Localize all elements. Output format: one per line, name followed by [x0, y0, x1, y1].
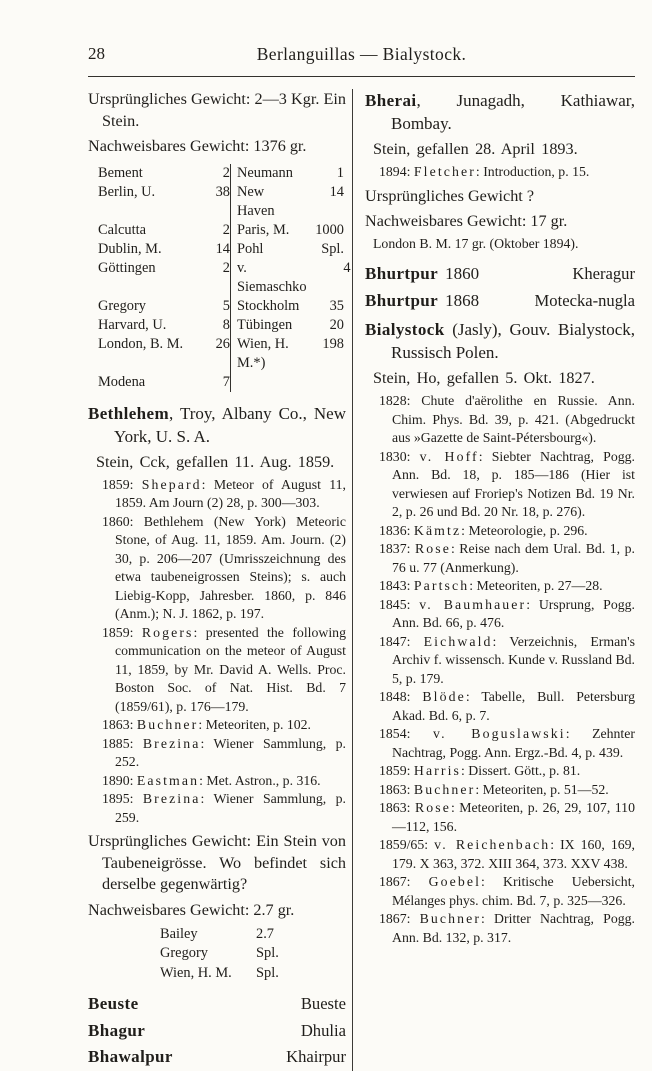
holdings-quantity: Spl. — [256, 964, 279, 981]
cross-reference-name: Beuste — [88, 994, 139, 1014]
reference-item — [365, 781, 635, 800]
reference-author: Rogers : — [142, 625, 206, 640]
classification-line: Stein, Ho, gefallen 5. Okt. 1827. — [373, 369, 595, 388]
collection-row — [98, 164, 344, 183]
reference-year: 1843 : — [379, 578, 414, 593]
collection-name: Göttingen — [98, 259, 156, 276]
holdings-row — [160, 964, 310, 984]
reference-list-bialystock — [365, 392, 635, 947]
cross-reference-row — [88, 991, 346, 1018]
reference-text: Verzeichnis, Erman's Archiv f. wissensch. Kunde v. Russland Bd. 5, p. 179. — [392, 633, 635, 686]
classification-line: Stein, Cck, gefallen 11. Aug. 1859. — [96, 452, 335, 471]
reference-author: v. Reichenbach : — [434, 837, 560, 852]
reference-year: 1854 : — [379, 726, 433, 741]
reference-text: Meteor of August 11, 1859. Am Journ (2) 28, p. 300—303. — [115, 476, 346, 511]
collection-name: Dublin, M. — [98, 240, 162, 257]
reference-author: v. Hoff : — [420, 449, 492, 464]
cross-reference-list — [88, 991, 346, 1071]
original-weight-text: Ursprüngliches Gewicht ? — [365, 186, 535, 205]
reference-text: Wiener Sammlung, p. 252. — [115, 735, 346, 770]
reference-author: Buchner : — [137, 717, 206, 732]
reference-text: Dissert. Gött., p. 81. — [468, 763, 581, 779]
entry-heading-bethlehem — [88, 402, 346, 448]
reference-author: Buchner : — [420, 911, 494, 926]
reference-item — [88, 735, 346, 772]
collection-name: Harvard, U. — [98, 316, 167, 333]
reference-text: Wiener Sammlung, p. 259. — [115, 791, 346, 825]
reference-year: 1860 : — [102, 514, 144, 529]
collection-quantity: 38 — [215, 183, 230, 200]
reference-year: 1859/65 : — [379, 837, 434, 852]
reference-item — [365, 163, 635, 182]
reference-year: 1859 : — [379, 763, 414, 778]
holdings-table — [160, 925, 310, 984]
reference-author: v. Baumhauer : — [419, 597, 539, 612]
collection-quantity: 2 — [222, 164, 230, 181]
cross-reference-name: Bhurtpur — [365, 290, 439, 310]
cross-reference-target: Dhulia — [300, 1020, 346, 1040]
collection-row — [98, 297, 344, 316]
reference-author: Eastman : — [137, 773, 207, 788]
collection-quantity: 4 — [343, 259, 351, 276]
reference-year: 1847 : — [379, 634, 424, 649]
collection-quantity: 1000 — [315, 221, 344, 238]
reference-list-bherai — [365, 163, 635, 182]
reference-author: Rose : — [415, 541, 459, 556]
reference-author: Blöde : — [422, 689, 481, 704]
reference-year: 1828 : — [379, 393, 421, 408]
reference-author: v. Boguslawski : — [433, 726, 592, 741]
collection-quantity: 14 — [329, 183, 344, 200]
entry-heading-bherai — [365, 89, 635, 135]
collection-name: Tübingen — [230, 316, 300, 335]
reference-year: 1885 : — [102, 736, 143, 751]
cross-reference-target: Bueste — [300, 994, 346, 1014]
reference-item — [365, 762, 635, 781]
reference-text: Introduction, p. 15. — [483, 164, 590, 179]
left-column — [88, 89, 351, 1071]
collections-table — [98, 164, 351, 392]
collection-quantity: 35 — [329, 297, 344, 314]
collection-row — [98, 373, 344, 392]
collection-quantity: 14 — [215, 240, 230, 257]
reference-text: Meteoriten, p. 27—28. — [476, 578, 603, 594]
reference-text: Siebter Nachtrag, Pogg. Ann. Bd. 18, p. 185—186 (Hier ist verwiesen auf Froriep's Notizen Bd. 19 Nr. 2, p. 26 und Bd. 20 Nr. 18, p. 276). — [392, 448, 635, 520]
cross-reference-name: Bhagur — [88, 1020, 146, 1040]
cross-reference-name: Bhawalpur — [88, 1047, 173, 1067]
reference-author: Rose : — [415, 800, 459, 815]
reference-text: Meteoriten, p. 26, 29, 107, 110—112, 156. — [392, 800, 635, 834]
collection-name: London, B. M. — [98, 335, 184, 352]
reference-item — [88, 476, 346, 513]
holdings-name: Gregory — [160, 945, 208, 962]
reference-item — [88, 513, 346, 624]
reference-item — [365, 688, 635, 725]
reference-text: Zehnter Nachtrag, Pogg. Ann. Ergz.-Bd. 4, p. 439. — [392, 726, 635, 760]
collection-name: Paris, M. — [230, 221, 300, 240]
entry-heading-bialystock — [365, 318, 635, 364]
reference-author: Shepard : — [142, 477, 214, 492]
reference-year: 1830 : — [379, 449, 420, 464]
entry-location: , Troy, Albany Co., New York, U. S. A. — [114, 403, 346, 446]
reference-text: IX 160, 169, 179. X 363, 372. XIII 364, 373. XXV 438. — [392, 837, 635, 871]
cross-reference-year: 1868 — [445, 290, 480, 310]
reference-year: 1867 : — [379, 874, 429, 889]
reference-item — [88, 716, 346, 735]
reference-text: Ursprung, Pogg. Ann. Bd. 66, p. 476. — [392, 596, 635, 631]
reference-text: Meteoriten, p. 102. — [205, 717, 312, 733]
reference-item — [365, 873, 635, 910]
reference-year: 1859 : — [102, 625, 142, 640]
collection-name: v. Siemaschko — [230, 259, 307, 297]
collection-name: Gregory — [98, 297, 146, 314]
collection-row — [98, 221, 344, 240]
collection-name: New Haven — [230, 183, 300, 221]
collection-quantity: 5 — [222, 297, 230, 314]
cross-reference-row — [88, 1018, 346, 1045]
collection-quantity: 20 — [329, 316, 344, 333]
entry-name: Bherai — [365, 91, 417, 110]
collection-row — [98, 183, 344, 221]
reference-text: Tabelle, Bull. Petersburg Akad. Bd. 6, p. 7. — [392, 689, 635, 723]
reference-year: 1863 : — [102, 717, 137, 732]
reference-item — [88, 790, 346, 827]
reference-item — [365, 392, 635, 448]
reference-author: Brezina : — [143, 791, 214, 806]
reference-author: Buchner : — [414, 782, 483, 797]
entry-name: Bialystock — [365, 320, 445, 340]
entry-location: (Jasly), Gouv. Bialystock, Russisch Polen. — [391, 320, 635, 363]
collection-quantity: 2 — [222, 259, 230, 276]
verifiable-weight-text: Nachweisbares Gewicht: 17 gr. — [365, 212, 568, 231]
running-title: Berlanguillas — Bialystock. — [256, 44, 467, 64]
cross-reference-row — [365, 288, 635, 315]
verifiable-weight-text: Nachweisbares Gewicht: 1376 gr. — [88, 137, 307, 156]
collection-name: Stockholm — [230, 297, 300, 316]
reference-text: Met. Astron., p. 316. — [206, 772, 321, 788]
reference-author: Brezina : — [143, 736, 214, 751]
reference-author: Eichwald : — [424, 634, 510, 649]
reference-year: 1859 : — [102, 477, 142, 492]
reference-item — [365, 540, 635, 577]
collection-name: Modena — [98, 373, 146, 390]
collection-row — [98, 316, 344, 335]
reference-list-bethlehem — [88, 476, 346, 828]
reference-year: 1863 : — [379, 800, 415, 815]
collection-quantity — [300, 373, 344, 392]
collection-quantity: 7 — [222, 373, 230, 390]
header-rule — [88, 76, 635, 77]
two-column-layout — [88, 89, 635, 1071]
reference-text: Meteorologie, p. 296. — [468, 522, 588, 538]
cross-reference-row — [88, 1044, 346, 1071]
reference-author: Harris : — [414, 763, 468, 778]
cross-reference-target: Motecka-nugla — [534, 290, 635, 310]
reference-item — [365, 633, 635, 689]
holdings-note: London B. M. 17 gr. (Oktober 1894). — [373, 235, 579, 251]
reference-text: Kritische Uebersicht, Mélanges phys. chim. Bd. 7, p. 325—326. — [392, 874, 635, 908]
cross-reference-target: Khairpur — [286, 1047, 346, 1067]
collection-name — [230, 373, 300, 392]
collection-name: Berlin, U. — [98, 183, 156, 200]
cross-reference-name: Bhurtpur — [365, 264, 439, 284]
reference-year: 1890 : — [102, 773, 137, 788]
collection-quantity: 198 — [322, 335, 344, 352]
holdings-quantity: 2.7 — [256, 925, 274, 942]
reference-year: 1867 : — [379, 911, 420, 926]
entry-name: Bethlehem — [88, 403, 170, 423]
holdings-name: Wien, H. M. — [160, 964, 232, 981]
reference-year: 1845 : — [379, 597, 419, 612]
page-header — [88, 44, 635, 70]
collection-row — [98, 259, 351, 297]
holdings-quantity: Spl. — [256, 945, 279, 962]
reference-year: 1894 : — [379, 164, 414, 179]
collection-name: Wien, H. M.*) — [230, 335, 300, 373]
reference-item — [365, 799, 635, 836]
right-column — [353, 89, 635, 1071]
collection-name: Pohl — [230, 240, 300, 259]
reference-text: presented the following communication on the meteor of August 11, 1859, by Mr. David A. Wells. Proc. Boston Soc. of Nat. Hist. Bd. 7 (1859/61), p. 176—179. — [115, 624, 346, 714]
collection-row — [98, 240, 344, 259]
reference-item — [365, 836, 635, 873]
reference-item — [365, 910, 635, 947]
reference-year: 1836 : — [379, 523, 414, 538]
reference-text: Chute d'aërolithe en Russie. Ann. Chim. Phys. Bd. 39, p. 421. (Abgedruckt aus »Gazette de Saint-Pétersbourg«). — [392, 393, 635, 446]
cross-reference-list — [365, 261, 635, 314]
reference-item — [88, 624, 346, 717]
reference-year: 1848 : — [379, 689, 422, 704]
collection-name: Bement — [98, 164, 143, 181]
reference-author: Fletcher : — [414, 164, 483, 179]
original-weight-text: Ursprüngliches Gewicht: Ein Stein von Taubeneigrösse. Wo befindet sich derselbe gegenwärtig? — [88, 832, 346, 894]
reference-item — [365, 448, 635, 522]
reference-author: Partsch : — [414, 578, 477, 593]
holdings-row — [160, 944, 310, 964]
reference-item — [365, 596, 635, 633]
collection-quantity: 1 — [336, 164, 344, 181]
collection-name: Neumann — [230, 164, 300, 183]
original-weight-text: Ursprüngliches Gewicht: 2—3 Kgr. Ein Stein. — [88, 90, 346, 130]
collection-name: Calcutta — [98, 221, 146, 238]
holdings-row — [160, 925, 310, 945]
reference-text: Reise nach dem Ural. Bd. 1, p. 76 u. 77 (Anmerkung). — [392, 541, 635, 575]
reference-item — [365, 522, 635, 541]
collection-quantity: Spl. — [321, 240, 344, 257]
reference-author: Kämtz : — [414, 523, 469, 538]
reference-text: Dritter Nachtrag, Pogg. Ann. Bd. 132, p. 317. — [392, 911, 635, 945]
verifiable-weight-text: Nachweisbares Gewicht: 2.7 gr. — [88, 901, 295, 920]
entry-location: , Junagadh, Kathiawar, Bombay. — [391, 91, 635, 133]
cross-reference-target: Kheragur — [572, 264, 635, 284]
holdings-name: Bailey — [160, 925, 198, 942]
reference-text: Bethlehem (New York) Meteoric Stone, of Aug. 11, 1859. Am. Journ. (2) 30, p. 206—207 (Umrisszeichnung des etwa taubeneigrossen Steins); s. auch Liebig-Kopp, Jahresber. 1860, p. 846 (Anm.); N. J. 1862, p. 197. — [115, 513, 346, 622]
reference-item — [365, 577, 635, 596]
cross-reference-year: 1860 — [445, 264, 480, 284]
reference-item — [88, 772, 346, 791]
reference-item — [365, 725, 635, 762]
collection-quantity: 8 — [222, 316, 230, 333]
classification-line: Stein, gefallen 28. April 1893. — [373, 140, 578, 158]
reference-year: 1837 : — [379, 541, 415, 556]
collection-quantity: 2 — [222, 221, 230, 238]
reference-author: Goebel : — [429, 874, 503, 889]
reference-year: 1863 : — [379, 782, 414, 797]
collection-row — [98, 335, 344, 373]
cross-reference-row — [365, 261, 635, 288]
collection-quantity: 26 — [215, 335, 230, 352]
page-number: 28 — [88, 44, 105, 63]
reference-year: 1895 : — [102, 791, 143, 806]
reference-text: Meteoriten, p. 51—52. — [482, 781, 609, 797]
